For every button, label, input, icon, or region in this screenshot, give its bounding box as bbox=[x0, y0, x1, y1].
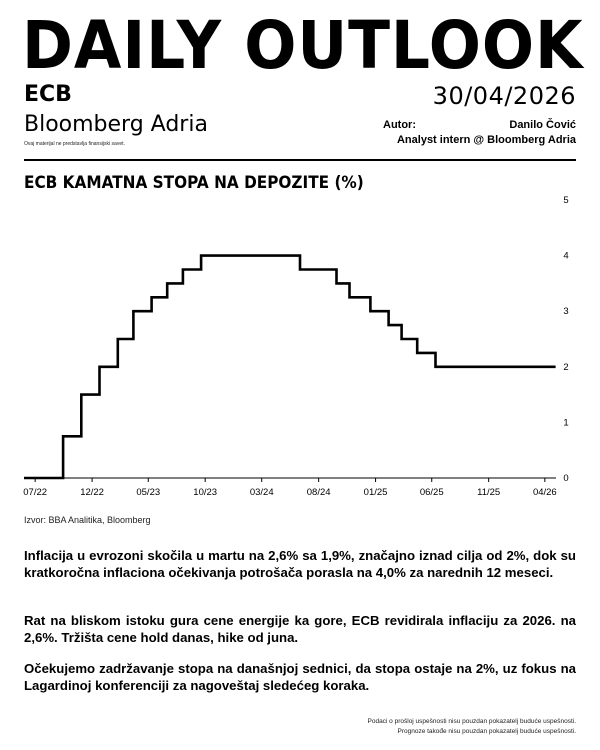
x-tick-label: 01/25 bbox=[363, 487, 388, 498]
report-date: 30/04/2026 bbox=[432, 82, 576, 110]
author-name: Danilo Čović bbox=[509, 119, 576, 131]
header-divider bbox=[24, 159, 576, 161]
brand-name: Bloomberg Adria bbox=[24, 112, 208, 137]
x-tick-label: 07/22 bbox=[23, 487, 48, 498]
paragraph-outlook: Očekujemo zadržavanje stopa na današnjoj sednici, da stopa ostaje na 2%, uz fokus na Lagardinoj konferenciji za nagoveštaj sledećeg koraka. bbox=[24, 661, 576, 693]
x-tick-label: 03/24 bbox=[249, 487, 274, 498]
disclaimer-text: Ovaj materijal ne predstavlja finansijski savet. bbox=[24, 141, 125, 147]
y-tick-label: 2 bbox=[563, 361, 569, 373]
y-tick-label: 0 bbox=[563, 473, 569, 484]
masthead-title: DAILY OUTLOOK bbox=[22, 7, 584, 84]
deposit-rate-line bbox=[24, 256, 556, 478]
y-tick-label: 1 bbox=[563, 417, 569, 429]
x-tick-label: 05/23 bbox=[136, 487, 161, 498]
x-tick-label: 06/25 bbox=[419, 487, 444, 498]
section-label: ECB bbox=[24, 82, 72, 107]
x-axis-labels bbox=[23, 487, 556, 498]
chart-axes bbox=[24, 478, 556, 482]
x-tick-label: 12/22 bbox=[80, 487, 104, 498]
paragraph-energy: Rat na bliskom istoku gura cene energije ka gore, ECB revidirala inflaciju za 2026. na 2,6%. Tržišta cene hold danas, hike od juna. bbox=[24, 613, 576, 645]
y-tick-label: 3 bbox=[563, 306, 569, 318]
chart-source: Izvor: BBA Analitika, Bloomberg bbox=[24, 515, 151, 525]
y-tick-label: 5 bbox=[563, 195, 569, 206]
x-tick-label: 11/25 bbox=[477, 487, 501, 498]
y-axis-labels bbox=[563, 195, 568, 484]
author-role: Analyst intern @ Bloomberg Adria bbox=[396, 134, 576, 146]
footer-note-forecast: Prognoze takođe nisu pouzdan pokazatelj buduće uspešnosti. bbox=[397, 728, 576, 735]
x-tick-label: 04/26 bbox=[532, 487, 557, 498]
x-tick-label: 08/24 bbox=[306, 487, 331, 498]
chart-series bbox=[24, 256, 556, 478]
rate-chart bbox=[0, 190, 600, 505]
x-tick-label: 10/23 bbox=[193, 487, 218, 498]
author-label: Autor: bbox=[383, 119, 416, 131]
footer-note-past: Podaci o prošloj uspešnosti nisu pouzdan pokazatelj buduće uspešnosti. bbox=[367, 718, 576, 725]
y-tick-label: 4 bbox=[563, 250, 569, 262]
chart-title: ECB KAMATNA STOPA NA DEPOZITE (%) bbox=[24, 173, 364, 193]
paragraph-inflation: Inflacija u evrozoni skočila u martu na 2,6% sa 1,9%, značajno iznad cilja od 2%, dok su kratkoročna inflaciona očekivanja potrošača porasla na 4,0% za narednih 12 meseci. bbox=[24, 548, 576, 580]
